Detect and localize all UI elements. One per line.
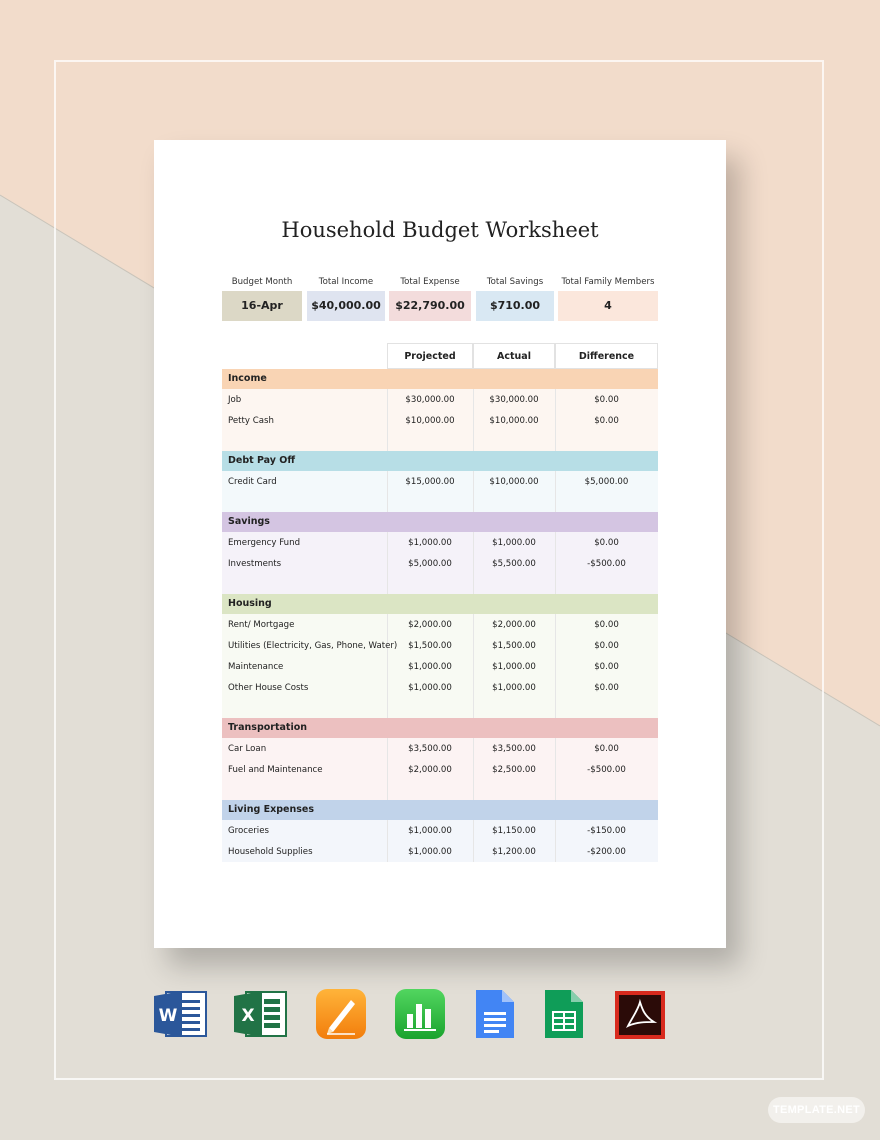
row-label: Car Loan — [228, 744, 267, 754]
category-header: Living Expenses — [222, 800, 658, 820]
column-divider — [555, 471, 556, 512]
cell-difference: $0.00 — [594, 620, 619, 630]
format-icons — [0, 988, 880, 1048]
google-sheets-icon[interactable] — [543, 988, 585, 1040]
cell-projected: $2,000.00 — [408, 765, 452, 775]
pages-icon[interactable] — [315, 988, 367, 1040]
column-divider — [555, 532, 556, 594]
cell-projected: $1,500.00 — [408, 641, 452, 651]
row-label: Petty Cash — [228, 416, 274, 426]
cell-projected: $1,000.00 — [408, 847, 452, 857]
summary-value: 4 — [558, 291, 658, 321]
column-header: Projected — [387, 343, 473, 369]
category-header: Housing — [222, 594, 658, 614]
cell-actual: $1,500.00 — [492, 641, 536, 651]
word-icon[interactable] — [154, 988, 208, 1040]
summary-label: Total Savings — [486, 277, 544, 287]
column-header: Difference — [555, 343, 658, 369]
cell-difference: $5,000.00 — [584, 477, 629, 487]
column-divider — [387, 389, 388, 451]
cell-actual: $3,500.00 — [492, 744, 536, 754]
row-label: Job — [228, 395, 242, 405]
category-header: Transportation — [222, 718, 658, 738]
cell-difference: $0.00 — [594, 662, 619, 672]
category-header: Debt Pay Off — [222, 451, 658, 471]
row-label: Fuel and Maintenance — [228, 765, 323, 775]
column-divider — [387, 738, 388, 800]
svg-text:X: X — [241, 1006, 255, 1026]
cell-actual: $10,000.00 — [489, 477, 539, 487]
column-divider — [387, 471, 388, 512]
cell-projected: $1,000.00 — [408, 826, 452, 836]
cell-actual: $1,000.00 — [492, 662, 536, 672]
cell-difference: $0.00 — [594, 641, 619, 651]
pdf-icon[interactable] — [614, 988, 666, 1040]
cell-difference: -$150.00 — [587, 826, 626, 836]
column-divider — [387, 532, 388, 594]
row-label: Credit Card — [228, 477, 277, 487]
cell-actual: $10,000.00 — [489, 416, 539, 426]
column-header: Actual — [473, 343, 555, 369]
summary-label: Budget Month — [231, 277, 293, 287]
svg-text:W: W — [158, 1006, 178, 1026]
category-header: Savings — [222, 512, 658, 532]
column-divider — [555, 389, 556, 451]
cell-difference: $0.00 — [594, 683, 619, 693]
cell-projected: $15,000.00 — [405, 477, 455, 487]
page-title: Household Budget Worksheet — [281, 218, 599, 242]
summary-value: $710.00 — [476, 291, 554, 321]
cell-projected: $2,000.00 — [408, 620, 452, 630]
cell-projected: $1,000.00 — [408, 683, 452, 693]
column-divider — [555, 738, 556, 800]
cell-actual: $1,150.00 — [492, 826, 536, 836]
row-label: Rent/ Mortgage — [228, 620, 295, 630]
cell-difference: $0.00 — [594, 744, 619, 754]
cell-actual: $5,500.00 — [492, 559, 536, 569]
column-divider — [555, 820, 556, 862]
column-divider — [387, 614, 388, 718]
row-label: Emergency Fund — [228, 538, 301, 548]
summary-label: Total Family Members — [561, 277, 655, 287]
cell-actual: $30,000.00 — [489, 395, 539, 405]
cell-difference: -$500.00 — [587, 765, 626, 775]
cell-actual: $2,000.00 — [492, 620, 536, 630]
brand-badge[interactable]: TEMPLATE.NET — [768, 1097, 865, 1123]
numbers-icon[interactable] — [394, 988, 446, 1040]
cell-difference: $0.00 — [594, 538, 619, 548]
row-label: Groceries — [228, 826, 269, 836]
cell-projected: $10,000.00 — [405, 416, 455, 426]
summary-label: Total Income — [318, 277, 374, 287]
row-label: Household Supplies — [228, 847, 313, 857]
category-header: Income — [222, 369, 658, 389]
row-label: Investments — [228, 559, 282, 569]
row-label: Utilities (Electricity, Gas, Phone, Water) — [228, 641, 398, 651]
cell-projected: $30,000.00 — [405, 395, 455, 405]
cell-projected: $3,500.00 — [408, 744, 452, 754]
cell-difference: -$200.00 — [587, 847, 626, 857]
column-divider — [555, 614, 556, 718]
cell-actual: $1,000.00 — [492, 538, 536, 548]
row-label: Maintenance — [228, 662, 284, 672]
summary-value: 16-Apr — [222, 291, 302, 321]
worksheet-page — [154, 140, 726, 948]
cell-difference: $0.00 — [594, 416, 619, 426]
summary-label: Total Expense — [400, 277, 460, 287]
cell-difference: -$500.00 — [587, 559, 626, 569]
summary-value: $40,000.00 — [307, 291, 385, 321]
cell-projected: $1,000.00 — [408, 538, 452, 548]
cell-projected: $1,000.00 — [408, 662, 452, 672]
google-docs-icon[interactable] — [474, 988, 516, 1040]
cell-actual: $1,000.00 — [492, 683, 536, 693]
cell-difference: $0.00 — [594, 395, 619, 405]
cell-projected: $5,000.00 — [408, 559, 452, 569]
excel-icon[interactable] — [234, 988, 288, 1040]
summary-value: $22,790.00 — [389, 291, 471, 321]
row-label: Other House Costs — [228, 683, 309, 693]
column-divider — [387, 820, 388, 862]
cell-actual: $2,500.00 — [492, 765, 536, 775]
cell-actual: $1,200.00 — [492, 847, 536, 857]
